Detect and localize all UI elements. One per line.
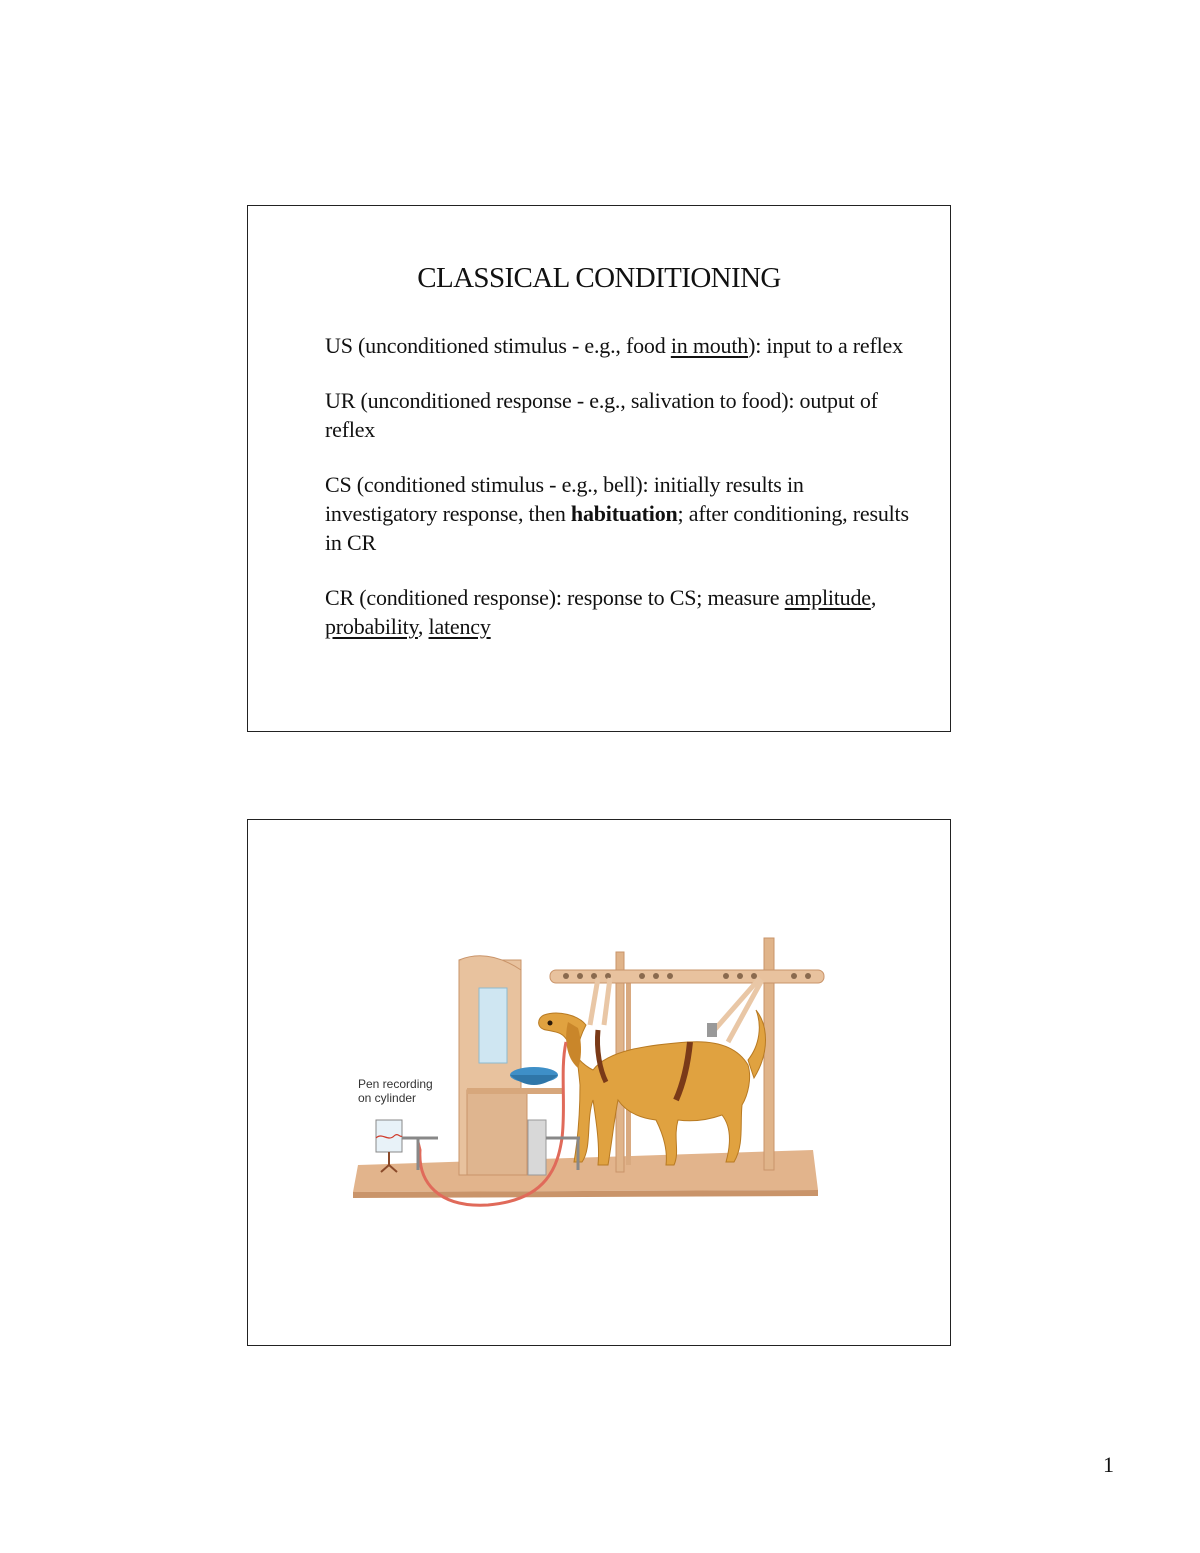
cs-definition [325,470,915,557]
window [479,988,507,1063]
beam-hole [723,973,729,979]
us-underlined: in mouth [670,333,749,358]
cr-text: CR (conditioned response): response to CS; measure [325,585,785,610]
strap [604,978,610,1025]
cs-text-end: ; after conditioning, results in CR [325,501,909,555]
ur-definition: UR (unconditioned response - e.g., salivation to food): output of reflex [325,388,878,442]
cs-text: CS (conditioned stimulus - e.g., bell): initially results in investigatory response, then [325,472,804,526]
beam-hole [653,973,659,979]
dog-eye [548,1021,553,1026]
dog-tail [748,1010,766,1078]
beam-hole [737,973,743,979]
pavlov-apparatus-figure [248,820,949,1344]
page-number: 1 [1103,1452,1114,1477]
cr-definition [325,583,915,641]
measure-amplitude: amplitude [784,585,871,610]
slide-body [325,331,915,667]
us-text: US (unconditioned stimulus - e.g., food [325,333,671,358]
strap-buckle [707,1023,717,1037]
slide-2 [247,819,951,1346]
shelf [467,1088,562,1094]
figure-label-line1: Pen recording [358,1077,433,1091]
stand [467,1090,527,1175]
collection-vessel [528,1120,546,1175]
separator: , [870,585,877,610]
slide-title: CLASSICAL CONDITIONING [417,262,781,294]
slide-1 [247,205,951,732]
beam-hole [805,973,811,979]
beam-hole [577,973,583,979]
beam-hole [791,973,797,979]
beam-hole [563,973,569,979]
strap [590,978,598,1025]
us-text-end: ): input to a reflex [748,333,903,358]
us-definition [325,331,915,360]
measure-probability: probability [325,614,418,639]
cs-bold-term: habituation [570,501,678,526]
separator: , [417,614,429,639]
figure-label-line2: on cylinder [358,1091,417,1105]
beam-hole [639,973,645,979]
measure-latency: latency [428,614,491,639]
beam-hole [667,973,673,979]
beam-hole [751,973,757,979]
